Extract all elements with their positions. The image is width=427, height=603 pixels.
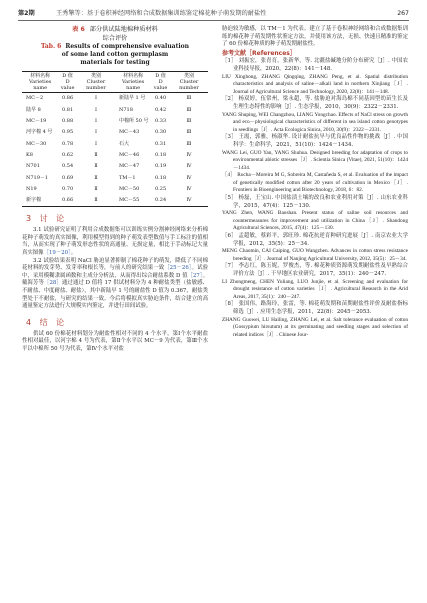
cell-d-value: 0.33	[155, 118, 167, 125]
cell-cluster: Ⅰ	[94, 140, 97, 147]
cell-d-value: 0.54	[62, 163, 74, 170]
reference-item-en: YANG Shuping, WEI Changzhou, LIANG Yongchao. Effects of NaCl stress on growth and eco－physiological characteristics of different in sea island cotton genotypes in seedlings［J］. Acta Ecologica Sinica, 2010, 30(9)：2322－2331.	[222, 111, 408, 133]
table-row	[22, 127, 208, 138]
table-row	[22, 138, 208, 149]
reference-item-cn: ［3］ 王霞，郭雅，杨淑华. 设计耐盐抗旱与优良品性作物的挑战［J］. 中国科学：生命科学，2021，51(10)：1424－1434.	[222, 134, 408, 148]
cell-d-value: 0.40	[155, 95, 167, 102]
cell-d-value: 0.62	[62, 151, 74, 158]
citation[interactable]: ［19－20］	[43, 249, 71, 256]
cell-d-value: 0.18	[155, 151, 167, 158]
reference-item-cn: ［5］ 杨磊，王宝山. 中国盐渍土壤的改良和农业利用对策［J］. 山东农业科学，2015，47(4)：125－130.	[222, 195, 408, 209]
reference-item-cn: ［8］ 张国伟，路海玲，张雷，等. 棉花萌发期和苗期耐盐性评价及耐盐指标筛选［J］. 应用生态学报，2011，22(8)：2045－2053.	[222, 301, 408, 315]
reference-list	[222, 58, 408, 339]
cell-d-value: 0.24	[151, 195, 170, 207]
cell-variety-name: 新陆早 1 号	[118, 95, 146, 102]
cell-cluster: Ⅲ	[186, 140, 192, 147]
table-title-en-2: of some land cotton germplasm	[61, 51, 169, 59]
cell-d-value: 0.66	[58, 195, 77, 207]
reference-item-en: WANG Lei, GUO Yan, YANG Shuhua. Designed breeding for adaptation of crops to environmental abiotic stresses［J］. Scientia Sinica (Vitae), 2021, 51(10)：1424－1434.	[222, 149, 408, 171]
header-d-2: D 值 D value	[151, 72, 170, 93]
paragraph-3-1: 3.1 试验研究证明了利用合成数据集可以训练实例分割神经网络来分析棉花种子萌发的真实图像，利用模型得到的种子萌发表型数值与手工标注的值相当，从而实现了种子萌发形态性状的高通量、无损定量，相比于手动标记大量真实图像［19－20］。	[22, 227, 208, 256]
header-cluster-1: 类别 Cluster number	[77, 72, 115, 93]
cell-cluster: Ⅰ	[94, 118, 97, 125]
running-header	[18, 8, 409, 20]
table-row	[22, 184, 208, 195]
issue-number: 第2期	[18, 10, 35, 17]
section-4-body	[22, 331, 208, 354]
table-title-cn-2: 综合评价	[102, 34, 128, 42]
cell-cluster: Ⅰ	[94, 95, 97, 102]
reference-item-cn: ［1］ 刘振宏，张青育，张新华，等. 北疆盐碱地分阶分布研究［J］. 中国农业科技导报，2020，22(8)：141－148.	[222, 58, 408, 72]
table-row	[22, 161, 208, 172]
cell-variety-name: 石大	[118, 140, 129, 147]
cell-cluster: Ⅱ	[94, 174, 98, 181]
left-column	[22, 26, 208, 353]
header-rule	[18, 20, 409, 21]
header-name-2: 材料名称 Varieties name	[115, 72, 151, 93]
citation[interactable]: ［27］	[187, 272, 203, 279]
table-title-en-3: materials for testing	[80, 59, 150, 67]
citation[interactable]: ［25－26］	[164, 265, 192, 272]
reference-item-cn: ［2］ 杨双婷，伍常州，梁永超，等. 盐胁迫对海岛棉不同基因型幼苗生长及生理生态特性的影响［J］. 生态学报，2010，30(9)：2322－2331.	[222, 96, 408, 110]
cell-cluster: Ⅳ	[170, 195, 208, 207]
cell-d-value: 0.30	[155, 129, 167, 136]
table-title-en: Results of comprehensive evaluation	[65, 43, 189, 51]
section-3-heading: 3 讨 论	[26, 214, 68, 224]
reference-item-cn: ［7］ 李志红，陈玉妮，罗俊杰，等. 棉花种质资源萌发期耐盐性及早熟综合评价方法［J］. 干旱地区农业研究，2017，35(1)：240－247.	[222, 263, 408, 277]
table-title-cn: 部分供试陆地棉种质材料	[89, 26, 158, 33]
section-4-heading: 4 结 论	[26, 317, 68, 327]
cell-d-value: 0.69	[62, 174, 74, 181]
cell-variety-name: MC－19	[26, 118, 47, 125]
table-row	[22, 172, 208, 183]
cell-cluster: Ⅱ	[94, 163, 98, 170]
paragraph-3-2: 3.2 试验结果表明 NaCl 胁迫显著抑制了棉花种子的萌发，降低了不同棉花材料的发芽势、发芽率和根长等，与前人的研究结果一致［25－26］。试验中，采用模糊隶属函数和主成分分析法，从而得出综合耐盐系数 D 值［27］。戴海芳等［28］通过通过 D 值将 17 供试材料分为 4 种耐盐类型（盐敏感、不耐盐、中度耐盐、耐盐），其中新陆早 1 号的耐盐性 D 值为 0.367，耐盐类型处于不耐盐，与研究的结果一致。今后将模拟真实胁迫条件，结合建立的高通量鉴定方法进行大规模实内鉴定，并进行田间试验。	[22, 257, 209, 310]
cell-cluster: Ⅲ	[186, 118, 192, 125]
evaluation-table	[22, 71, 208, 207]
cell-cluster: Ⅳ	[186, 185, 192, 192]
cell-d-value: 0.19	[155, 163, 167, 170]
cell-variety-name: N701	[26, 163, 40, 170]
reference-item-en: LI Zhongmeng, CHEN Yuliang, LUO Junjie, et al. Screening and evaluation for drought resistance of cotton varieties［J］. Agricultural Research in the Arid Areas, 2017, 35(1)：240－247.	[222, 278, 408, 300]
cell-variety-name: MC－50	[118, 185, 140, 192]
reference-item-en: YANG Zhen, WANG Baoshan. Present status of saline soil resources and countermeasures for improvement and utilization in China［J］. Shandong Agricultural Sciences, 2015, 47(4)：125－130.	[222, 210, 408, 232]
table-caption-en	[22, 43, 208, 67]
cell-d-value: 0.31	[155, 140, 167, 147]
paragraph-4-1: 供试 60 份棉花材料划分为耐盐性相对不同的 4 个水平，第Ⅰ个水平耐盐性相对最佳，以河字棉 4 号为代表，第Ⅱ个水平以 MC－9 为代表，第Ⅲ个水平以中棉所 50 号为代表，第Ⅳ个水平对盐	[22, 330, 208, 352]
running-title: 王秀擎等：基于卷积神经网络和合成数据集训练鉴定棉花种子萌发期的耐盐性	[56, 10, 267, 17]
cell-cluster: Ⅲ	[186, 106, 192, 113]
right-column	[222, 26, 408, 339]
cell-d-value: 0.25	[155, 185, 167, 192]
cell-variety-name: MC－43	[118, 129, 140, 136]
cell-variety-name: MC－30	[26, 140, 47, 147]
cell-d-value: 0.81	[62, 106, 74, 113]
cell-cluster: Ⅱ	[94, 151, 98, 158]
reference-item-en: LIU Xinghong, ZHANG Qingqing, ZHANG Peng, et al. Spatial distribution characteristics and analysis of saline－alkali land in northern Xinjiang［J］. Journal of Agricultural Science and Technology, 2020, 22(8)：141－148.	[222, 73, 408, 95]
cell-d-value: 0.86	[62, 95, 74, 102]
cell-variety-name: 中棉所 50 号	[118, 118, 149, 125]
cell-variety-name: 新字棉	[22, 195, 58, 207]
cell-cluster: Ⅰ	[94, 106, 97, 113]
table-row	[22, 195, 208, 207]
table-row	[22, 93, 208, 105]
cell-variety-name: MC－2	[26, 95, 44, 102]
section-3-body	[22, 227, 208, 311]
table-number-en: Tab. 6	[41, 43, 62, 51]
cell-variety-name: K8	[26, 151, 33, 158]
cell-d-value: 0.70	[62, 185, 74, 192]
cell-variety-name: 陆早 8	[26, 106, 41, 113]
cell-variety-name: 河字棉 4 号	[26, 129, 53, 136]
cell-cluster: Ⅱ	[77, 195, 115, 207]
table-row	[22, 116, 208, 127]
cell-d-value: 0.78	[62, 140, 74, 147]
citation[interactable]: ［28］	[43, 280, 62, 287]
cell-variety-name: N719－1	[26, 174, 49, 181]
cell-cluster: Ⅳ	[186, 151, 192, 158]
references-heading: 参考文献［References］	[222, 49, 296, 57]
cell-cluster: Ⅲ	[186, 95, 192, 102]
cell-cluster: Ⅰ	[94, 129, 97, 136]
reference-item-en: ZHANG Guowei, LU Hailing, ZHANG Lei, et al. Salt tolerance evaluation of cotton (Gossypium hirsutum) at its germinating and seedling stages and selection of related indices［J］. Chinese Jour-	[222, 316, 408, 338]
paragraph-4-cont: 胁迫较为敏感，以 TM－1 为代表。建立了基于卷积神经网络和合成数据集训练的棉花种子萌发期性状鉴定方法，并使用该方法，无损、快速且精准的鉴定了 60 份棉花种质的种子萌发期耐盐性。	[222, 26, 408, 48]
cell-variety-name: MC－55	[115, 195, 151, 207]
cell-variety-name: MC－46	[118, 151, 140, 158]
cell-variety-name: MC－47	[118, 163, 140, 170]
reference-item-en: MENG Chaomin, CAI Caiping, GUO Wangzhen. Advances in cotton stress resistance breeding［J］. Journal of Nanjing Agricultural University, 2012, 35(5)：25－34.	[222, 248, 408, 262]
header-cluster-2: 类别 Cluster number	[170, 72, 208, 93]
header-name-1: 材料名称 Varieties name	[22, 72, 58, 93]
conclusion-continued	[222, 26, 408, 49]
page-number: 267	[397, 10, 409, 17]
cell-d-value: 0.42	[155, 106, 167, 113]
header-d-1: D 值 D value	[58, 72, 77, 93]
reference-item-en: ［4］ Rocha－Moreira M G, Sobreira M, Castañeda S, et al. Evaluation of the impact of genetically modified cotton after 20 years of cultivation in Mexico［J］. Frontiers in Bioengineering and Biotechnology, 2018, 6：82.	[222, 172, 408, 194]
cell-cluster: Ⅳ	[186, 163, 192, 170]
table-row	[22, 104, 208, 115]
cell-d-value: 0.18	[155, 174, 167, 181]
table-header-row	[22, 72, 208, 93]
cell-cluster: Ⅳ	[186, 174, 192, 181]
table-row	[22, 150, 208, 161]
reference-item-cn: ［6］ 孟超敏，蔡彩平，郭旺珍. 棉花抗逆育种研究进展［J］. 南京农业大学学报，2012，35(5)：25－34.	[222, 233, 408, 247]
cell-variety-name: N718	[118, 106, 133, 113]
cell-d-value: 0.88	[62, 118, 74, 125]
cell-cluster: Ⅲ	[186, 129, 192, 136]
cell-cluster: Ⅱ	[94, 185, 98, 192]
cell-d-value: 0.95	[62, 129, 74, 136]
table-caption-cn	[22, 26, 208, 43]
cell-variety-name: N19	[26, 185, 37, 192]
table-number-cn: 表 6	[72, 26, 85, 33]
cell-variety-name: TM－1	[118, 174, 136, 181]
